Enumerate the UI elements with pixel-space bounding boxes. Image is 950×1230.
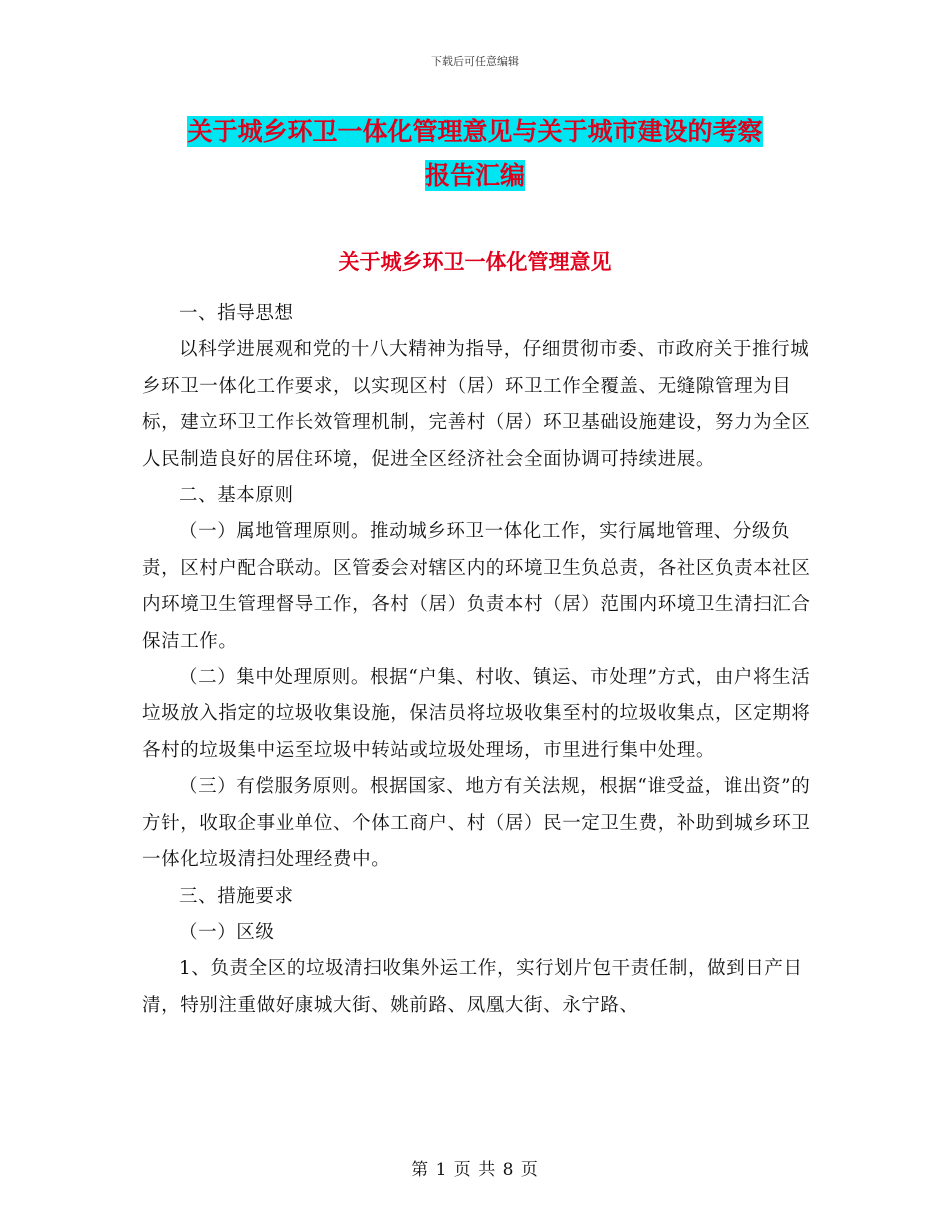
title-line-1: 关于城乡环卫一体化管理意见与关于城市建设的考察: [187, 117, 763, 146]
paragraph-principle-1: （一）属地管理原则。推动城乡环卫一体化工作，实行属地管理、分级负责，区村户配合联动。区管委会对辖区内的环境卫生负总责，各社区负责本社区内环境卫生管理督导工作，各村（居）负责本村（居）范围内环境卫生清扫汇合保洁工作。: [142, 521, 811, 652]
paragraph-guiding-ideology: 以科学进展观和党的十八大精神为指导，仔细贯彻市委、市政府关于推行城乡环卫一体化工作要求，以实现区村（居）环卫工作全覆盖、无缝隙管理为目标，建立环卫工作长效管理机制，完善村（居）环卫基础设施建设，努力为全区人民制造良好的居住环境，促进全区经济社会全面协调可持续进展。: [142, 339, 811, 470]
title-line-2: 报告汇编: [424, 161, 525, 190]
heading-basic-principles: 二、基本原则: [179, 485, 294, 507]
page-footer: 第 1 页 共 8 页: [411, 1160, 539, 1180]
page-header-note: 下载后可任意编辑: [431, 55, 519, 68]
heading-guiding-ideology: 一、指导思想: [179, 303, 294, 324]
paragraph-principle-2: （二）集中处理原则。根据“户集、村收、镇运、市处理”方式，由户将生活垃圾放入指定的垃圾收集设施，保洁员将垃圾收集至村的垃圾收集点，区定期将各村的垃圾集中运至垃圾中转站或垃圾处理场，市里进行集中处理。: [142, 667, 811, 761]
paragraph-measure-1: 1、负责全区的垃圾清扫收集外运工作，实行划片包干责任制，做到日产日清，特别注重做好康城大街、姚前路、凤凰大街、永宁路、: [142, 958, 803, 1016]
heading-measures: 三、措施要求: [179, 885, 294, 907]
document-title: [0, 110, 950, 198]
section-title: 关于城乡环卫一体化管理意见: [338, 249, 612, 274]
document-body: [142, 296, 812, 1024]
paragraph-principle-3: （三）有偿服务原则。根据国家、地方有关法规，根据“谁受益，谁出资”的方针，收取企事业单位、个体工商户、村（居）民一定卫生费，补助到城乡环卫一体化垃圾清扫处理经费中。: [142, 776, 811, 871]
subheading-district-level: （一）区级: [179, 921, 275, 943]
